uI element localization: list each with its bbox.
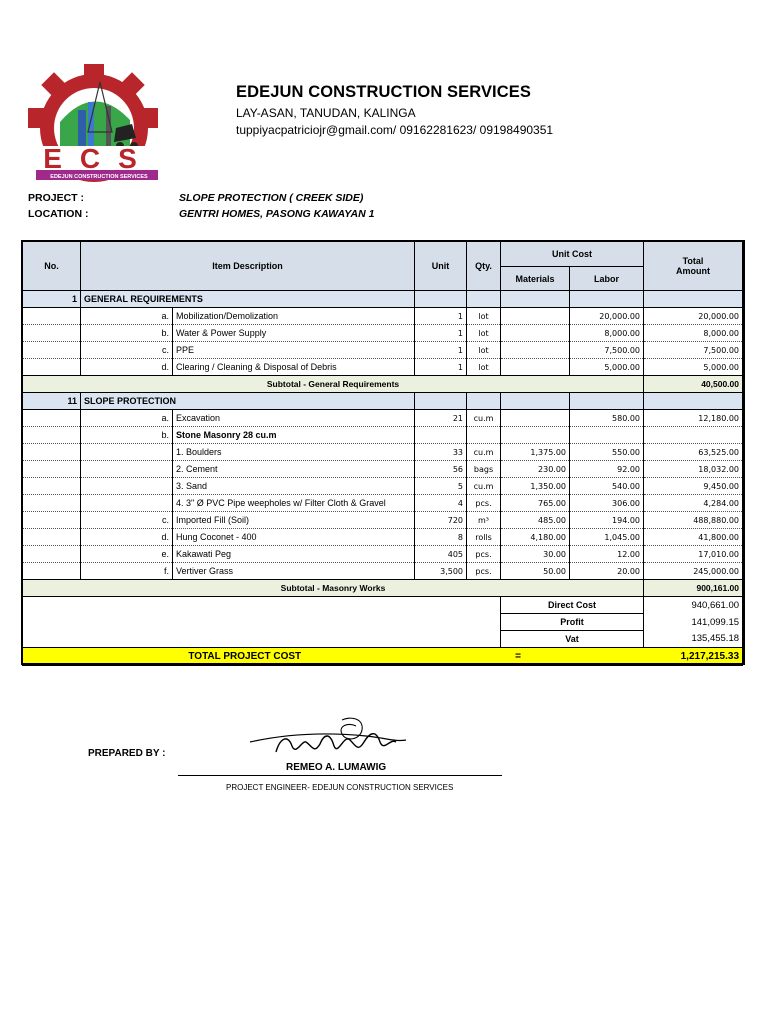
item-qty: 56 — [415, 461, 467, 478]
item-letter: b. — [81, 325, 173, 342]
item-unit: pcs. — [467, 546, 501, 563]
table-row — [23, 410, 743, 427]
item-unit: cu.m — [467, 410, 501, 427]
item-letter — [81, 461, 173, 478]
item-total — [644, 427, 743, 444]
table-row — [23, 529, 743, 546]
item-labor: 92.00 — [570, 461, 644, 478]
item-qty: 8 — [415, 529, 467, 546]
total-cost-value: 1,217,215.33 — [570, 648, 743, 666]
section-2-items — [23, 410, 743, 580]
item-total: 18,032.00 — [644, 461, 743, 478]
item-labor: 306.00 — [570, 495, 644, 512]
item-qty: 720 — [415, 512, 467, 529]
item-materials: 230.00 — [501, 461, 570, 478]
table-row — [23, 512, 743, 529]
item-materials: 1,350.00 — [501, 478, 570, 495]
item-total: 7,500.00 — [644, 342, 743, 359]
item-letter: b. — [81, 427, 173, 444]
item-unit: pcs. — [467, 495, 501, 512]
item-letter — [81, 444, 173, 461]
col-description: Item Description — [81, 242, 415, 291]
company-logo — [20, 62, 180, 186]
signer-title: PROJECT ENGINEER- EDEJUN CONSTRUCTION SERVICES — [226, 783, 454, 792]
item-unit: m³ — [467, 512, 501, 529]
item-letter — [81, 478, 173, 495]
total-equals: = — [467, 648, 570, 666]
item-unit — [467, 427, 501, 444]
item-letter: e. — [81, 546, 173, 563]
vat-label: Vat — [501, 631, 644, 648]
item-unit: rolls — [467, 529, 501, 546]
item-letter: d. — [81, 359, 173, 376]
item-unit: lot — [467, 325, 501, 342]
table-row — [23, 478, 743, 495]
item-unit: cu.m — [467, 478, 501, 495]
company-address: LAY-ASAN, TANUDAN, KALINGA — [236, 106, 416, 120]
item-description: 2. Cement — [173, 461, 415, 478]
col-no: No. — [23, 242, 81, 291]
table-row — [23, 308, 743, 325]
item-letter: a. — [81, 410, 173, 427]
col-unit-cost: Unit Cost — [501, 242, 644, 267]
table-row — [23, 444, 743, 461]
company-contact: tuppiyacpatriciojr@gmail.com/ 09162281623/ 09198490351 — [236, 123, 554, 137]
item-letter: c. — [81, 342, 173, 359]
item-labor: 5,000.00 — [570, 359, 644, 376]
item-labor: 540.00 — [570, 478, 644, 495]
item-qty: 5 — [415, 478, 467, 495]
signature — [246, 712, 411, 767]
direct-cost-value: 940,661.00 — [644, 597, 743, 614]
item-description: Excavation — [173, 410, 415, 427]
item-total: 9,450.00 — [644, 478, 743, 495]
item-unit: bags — [467, 461, 501, 478]
col-unit: Unit — [415, 242, 467, 291]
item-qty: 4 — [415, 495, 467, 512]
section-number: 1 — [23, 291, 81, 308]
section-number: 11 — [23, 393, 81, 410]
item-materials — [501, 410, 570, 427]
item-description: Stone Masonry 28 cu.m — [173, 427, 415, 444]
item-unit: lot — [467, 308, 501, 325]
direct-cost-label: Direct Cost — [501, 597, 644, 614]
signature-line — [178, 775, 502, 776]
item-total: 8,000.00 — [644, 325, 743, 342]
item-description: PPE — [173, 342, 415, 359]
item-unit: cu.m — [467, 444, 501, 461]
item-materials — [501, 325, 570, 342]
item-description: Imported Fill (Soil) — [173, 512, 415, 529]
item-description: Water & Power Supply — [173, 325, 415, 342]
table-row — [23, 342, 743, 359]
company-name: EDEJUN CONSTRUCTION SERVICES — [236, 83, 531, 101]
subtotal-value: 40,500.00 — [644, 376, 743, 393]
item-materials — [501, 342, 570, 359]
item-unit: lot — [467, 342, 501, 359]
item-total: 20,000.00 — [644, 308, 743, 325]
logo-caption: EDEJUN CONSTRUCTION SERVICES — [50, 174, 148, 180]
item-labor: 550.00 — [570, 444, 644, 461]
table-row — [23, 461, 743, 478]
item-description: Vertiver Grass — [173, 563, 415, 580]
item-total: 17,010.00 — [644, 546, 743, 563]
item-total: 5,000.00 — [644, 359, 743, 376]
item-labor: 20,000.00 — [570, 308, 644, 325]
item-letter: f. — [81, 563, 173, 580]
item-qty: 1 — [415, 325, 467, 342]
subtotal-label: Subtotal - General Requirements — [23, 376, 644, 393]
table-row — [23, 546, 743, 563]
item-qty: 405 — [415, 546, 467, 563]
col-qty: Qty. — [467, 242, 501, 291]
item-labor: 7,500.00 — [570, 342, 644, 359]
item-description: Mobilization/Demolization — [173, 308, 415, 325]
item-materials — [501, 427, 570, 444]
section-title: GENERAL REQUIREMENTS — [81, 291, 415, 308]
prepared-by-label: PREPARED BY : — [88, 748, 166, 759]
item-description: 3. Sand — [173, 478, 415, 495]
location-label: LOCATION : — [28, 208, 89, 220]
item-qty: 21 — [415, 410, 467, 427]
bill-of-quantities-table — [22, 241, 743, 666]
logo-text: ECS — [43, 143, 155, 174]
project-value: SLOPE PROTECTION ( CREEK SIDE) — [179, 192, 364, 204]
item-total: 4,284.00 — [644, 495, 743, 512]
item-materials: 1,375.00 — [501, 444, 570, 461]
vat-value: 135,455.18 — [644, 631, 743, 648]
item-total: 12,180.00 — [644, 410, 743, 427]
item-total: 63,525.00 — [644, 444, 743, 461]
subtotal-value: 900,161.00 — [644, 580, 743, 597]
profit-label: Profit — [501, 614, 644, 631]
signer-name: REMEO A. LUMAWIG — [286, 762, 387, 773]
col-labor: Labor — [570, 267, 644, 291]
table-row — [23, 563, 743, 580]
item-letter: c. — [81, 512, 173, 529]
table-row — [23, 325, 743, 342]
total-cost-label: TOTAL PROJECT COST — [23, 648, 467, 666]
item-letter: a. — [81, 308, 173, 325]
item-labor: 20.00 — [570, 563, 644, 580]
item-total: 245,000.00 — [644, 563, 743, 580]
item-labor: 1,045.00 — [570, 529, 644, 546]
item-description: Hung Coconet - 400 — [173, 529, 415, 546]
item-materials: 765.00 — [501, 495, 570, 512]
item-materials: 30.00 — [501, 546, 570, 563]
item-letter: d. — [81, 529, 173, 546]
table-row — [23, 427, 743, 444]
item-total: 488,880.00 — [644, 512, 743, 529]
item-qty: 33 — [415, 444, 467, 461]
item-labor: 194.00 — [570, 512, 644, 529]
item-materials: 4,180.00 — [501, 529, 570, 546]
col-materials: Materials — [501, 267, 570, 291]
table-row — [23, 359, 743, 376]
item-labor: 8,000.00 — [570, 325, 644, 342]
item-qty: 1 — [415, 342, 467, 359]
item-materials — [501, 359, 570, 376]
item-materials — [501, 308, 570, 325]
item-description: Kakawati Peg — [173, 546, 415, 563]
item-qty — [415, 427, 467, 444]
item-materials: 485.00 — [501, 512, 570, 529]
item-unit: pcs. — [467, 563, 501, 580]
item-qty: 1 — [415, 308, 467, 325]
item-description: Clearing / Cleaning & Disposal of Debris — [173, 359, 415, 376]
profit-value: 141,099.15 — [644, 614, 743, 631]
location-value: GENTRI HOMES, PASONG KAWAYAN 1 — [179, 208, 375, 220]
item-unit: lot — [467, 359, 501, 376]
item-qty: 1 — [415, 359, 467, 376]
item-materials: 50.00 — [501, 563, 570, 580]
section-title: SLOPE PROTECTION — [81, 393, 415, 410]
section-1-items — [23, 308, 743, 376]
item-labor — [570, 427, 644, 444]
item-total: 41,800.00 — [644, 529, 743, 546]
item-labor: 12.00 — [570, 546, 644, 563]
col-total: Total Amount — [644, 242, 743, 291]
subtotal-label: Subtotal - Masonry Works — [23, 580, 644, 597]
item-letter — [81, 495, 173, 512]
item-qty: 3,500 — [415, 563, 467, 580]
item-labor: 580.00 — [570, 410, 644, 427]
item-description: 4. 3" Ø PVC Pipe weepholes w/ Filter Cloth & Gravel — [173, 495, 415, 512]
item-description: 1. Boulders — [173, 444, 415, 461]
table-row — [23, 495, 743, 512]
project-label: PROJECT : — [28, 192, 85, 204]
